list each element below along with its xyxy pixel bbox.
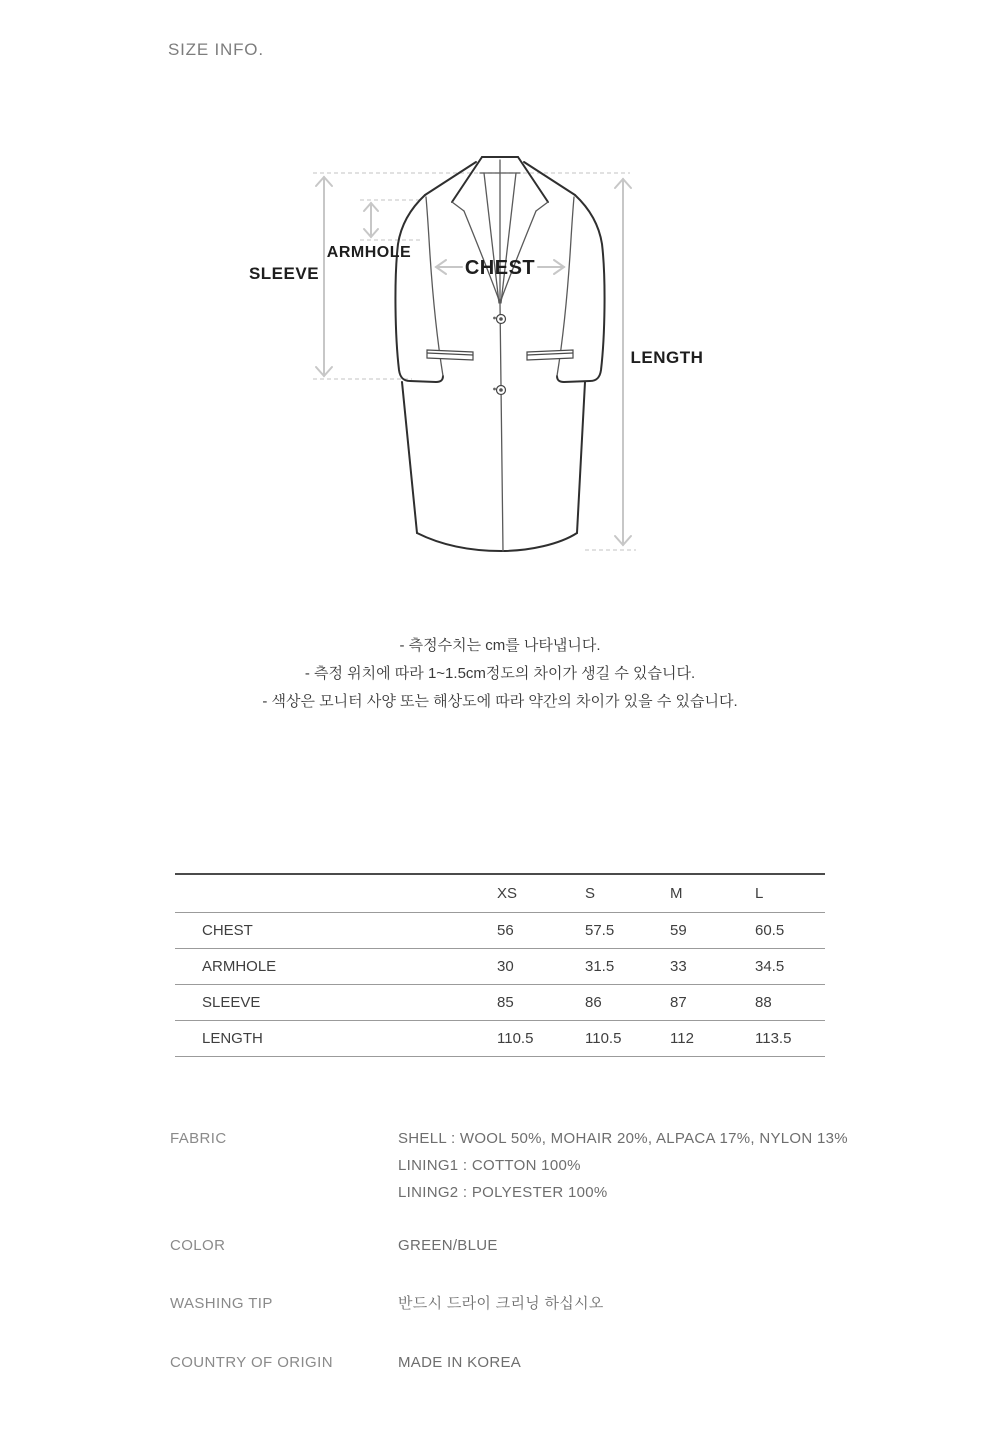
coat-measurement-diagram <box>240 140 720 580</box>
size-value: 30 <box>497 949 585 985</box>
size-value: 60.5 <box>755 913 825 949</box>
measurement-note: - 색상은 모니터 사양 또는 해상도에 따라 약간의 차이가 있을 수 있습니다. <box>262 693 738 710</box>
country-of-origin-value: MADE IN KOREA <box>398 1354 522 1371</box>
size-value: 113.5 <box>755 1021 825 1057</box>
detail-value <box>398 1349 521 1376</box>
size-value: 110.5 <box>585 1021 670 1057</box>
size-value: 34.5 <box>755 949 825 985</box>
button-bottom-center <box>499 388 503 392</box>
size-table-corner-cell <box>175 874 497 913</box>
left-sleeve-seam <box>426 197 443 376</box>
table-row <box>175 985 825 1021</box>
size-table <box>175 873 825 1057</box>
size-value: 31.5 <box>585 949 670 985</box>
sleeve-label: SLEEVE <box>248 264 320 283</box>
detail-row-fabric <box>170 1125 890 1206</box>
detail-label: COLOR <box>170 1237 226 1254</box>
detail-row-color <box>170 1232 890 1259</box>
armhole-measure-arrow <box>364 203 378 237</box>
measurement-note: - 측정 위치에 따라 1~1.5cm정도의 차이가 생길 수 있습니다. <box>304 665 696 682</box>
size-value: 33 <box>670 949 755 985</box>
size-column-header: L <box>755 874 825 913</box>
measure-arrows <box>316 177 631 545</box>
length-measure-arrow <box>615 179 631 545</box>
armhole-label: ARMHOLE <box>326 244 412 261</box>
table-row <box>175 913 825 949</box>
size-value: 86 <box>585 985 670 1021</box>
detail-row-washing-tip <box>170 1290 890 1317</box>
front-edge-line <box>500 303 503 551</box>
row-label: LENGTH <box>175 1021 497 1057</box>
left-notch <box>452 202 464 211</box>
left-body-edge <box>402 382 417 533</box>
measurement-note: - 측정수치는 cm를 나타냅니다. <box>399 637 601 654</box>
right-body-edge <box>577 382 585 533</box>
collar-right-edge <box>518 157 548 202</box>
table-row <box>175 949 825 985</box>
color-value: GREEN/BLUE <box>398 1237 498 1254</box>
button-top-center <box>499 317 503 321</box>
size-value: 110.5 <box>497 1021 585 1057</box>
size-column-header: XS <box>497 874 585 913</box>
detail-label: WASHING TIP <box>170 1295 273 1312</box>
washing-tip-value: 반드시 드라이 크리닝 하십시오 <box>398 1295 604 1312</box>
fabric-line: LINING2 : POLYESTER 100% <box>398 1184 608 1201</box>
size-value: 59 <box>670 913 755 949</box>
hem <box>417 533 577 551</box>
detail-value <box>398 1290 604 1317</box>
row-label: SLEEVE <box>175 985 497 1021</box>
size-column-header: M <box>670 874 755 913</box>
detail-label: FABRIC <box>170 1130 227 1147</box>
size-value: 87 <box>670 985 755 1021</box>
row-label: ARMHOLE <box>175 949 497 985</box>
detail-label: COUNTRY OF ORIGIN <box>170 1354 333 1371</box>
table-row <box>175 1021 825 1057</box>
left-roll-line <box>484 173 499 303</box>
fabric-line: LINING1 : COTTON 100% <box>398 1157 581 1174</box>
detail-value <box>398 1232 498 1259</box>
row-label: CHEST <box>175 913 497 949</box>
length-label: LENGTH <box>630 348 704 367</box>
dashed-guide-lines <box>313 173 636 550</box>
button-bottom-shank <box>493 388 496 391</box>
button-top-shank <box>493 317 496 320</box>
chest-label: CHEST <box>464 257 536 279</box>
coat-diagram-svg <box>240 140 720 580</box>
buttons <box>493 315 505 395</box>
right-roll-line <box>501 173 516 303</box>
size-value: 112 <box>670 1021 755 1057</box>
size-table-header-row <box>175 874 825 913</box>
size-value: 88 <box>755 985 825 1021</box>
collar-left-edge <box>452 157 482 202</box>
size-value: 56 <box>497 913 585 949</box>
right-notch <box>536 202 548 211</box>
detail-row-country-of-origin <box>170 1349 890 1376</box>
measurement-notes <box>0 632 1000 716</box>
size-value: 57.5 <box>585 913 670 949</box>
page-title: SIZE INFO. <box>168 40 264 59</box>
right-sleeve-seam <box>557 197 574 376</box>
fabric-line: SHELL : WOOL 50%, MOHAIR 20%, ALPACA 17%, NYLON 13% <box>398 1130 848 1147</box>
detail-value <box>398 1125 848 1206</box>
size-column-header: S <box>585 874 670 913</box>
size-value: 85 <box>497 985 585 1021</box>
